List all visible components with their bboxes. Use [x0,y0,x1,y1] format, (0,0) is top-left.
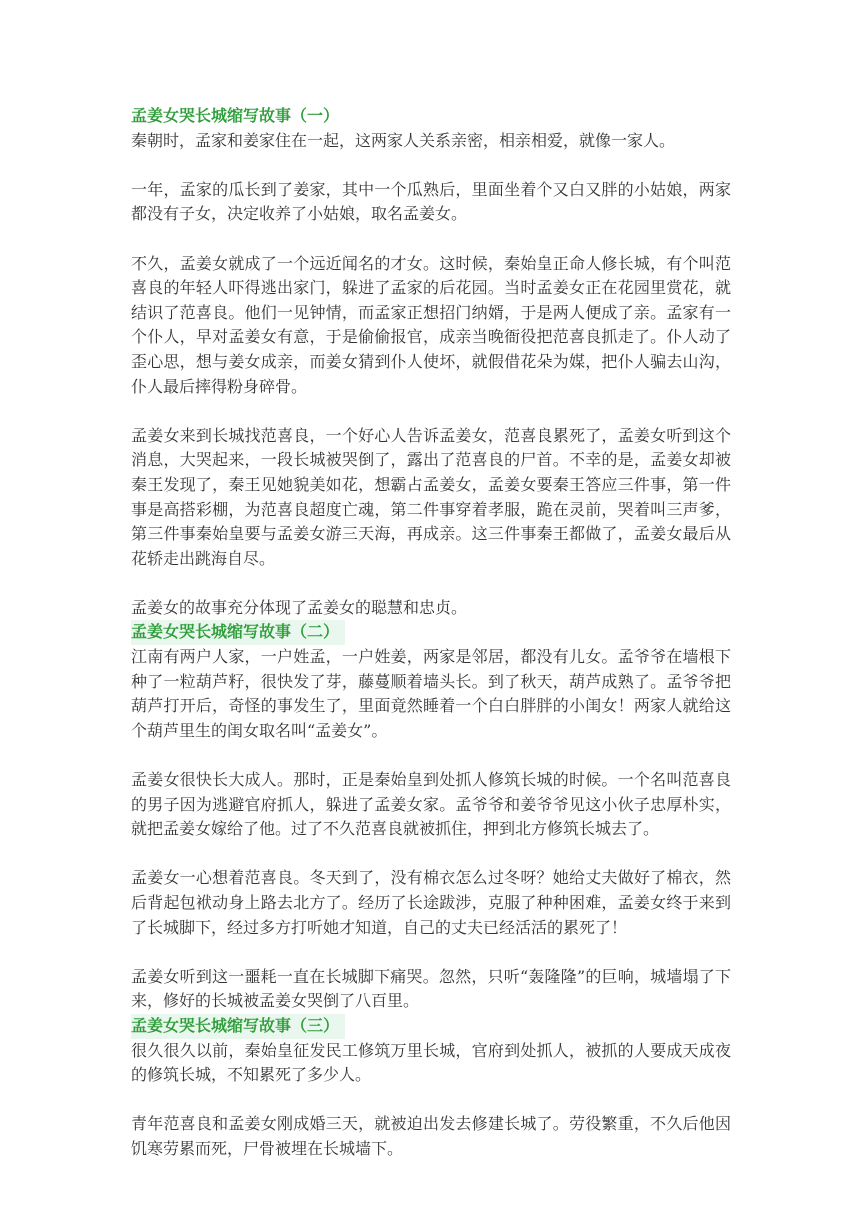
paragraph: 孟姜女很快长大成人。那时，正是秦始皇到处抓人修筑长城的时候。一个名叫范喜良的男子因为逃避官府抓人，躲进了孟姜女家。孟爷爷和姜爷爷见这小伙子忠厚朴实，就把孟姜女嫁给了他。过了不久范喜良就被抓住，押到北方修筑长城去了。 [131,770,731,839]
section-1 [131,104,731,620]
paragraph: 不久，孟姜女就成了一个远近闻名的才女。这时候，秦始皇正命人修长城，有个叫范喜良的年轻人吓得逃出家门，躲进了孟家的后花园。当时孟姜女正在花园里赏花，就结识了范喜良。他们一见钟情，而孟家正想招门纳婿，于是两人便成了亲。孟家有一个仆人，早对孟姜女有意，于是偷偷报官，成亲当晚衙役把范喜良抓走了。仆人动了歪心思，想与姜女成亲，而姜女猜到仆人使坏，就假借花朵为媒，把仆人骗去山沟，仆人最后摔得粉身碎骨。 [131,253,731,396]
paragraph: 秦朝时，孟家和姜家住在一起，这两家人关系亲密，相亲相爱，就像一家人。 [131,130,676,150]
section-2 [131,620,731,1014]
paragraph: 青年范喜良和孟姜女刚成婚三天，就被迫出发去修建长城了。劳役繁重，不久后他因饥寒劳累而死，尸骨被埋在长城墙下。 [131,1114,731,1158]
paragraph: 一年，孟家的瓜长到了姜家，其中一个瓜熟后，里面坐着个又白又胖的小姑娘，两家都没有子女，决定收养了小姑娘，取名孟姜女。 [131,179,731,224]
paragraph: 孟姜女来到长城找范喜良，一个好心人告诉孟姜女，范喜良累死了，孟姜女听到这个消息，大哭起来，一段长城被哭倒了，露出了范喜良的尸首。不幸的是，孟姜女却被秦王发现了，秦王见她貌美如花，想霸占孟姜女，孟姜女要秦王答应三件事，第一件事是高搭彩棚，为范喜良超度亡魂，第二件事穿着孝服，跪在灵前，哭着叫三声爹，第三件事秦始皇要与孟姜女游三天海，再成亲。这三件事秦王都做了，孟姜女最后从花轿走出跳海自尽。 [131,425,731,568]
paragraph: 孟姜女一心想着范喜良。冬天到了，没有棉衣怎么过冬呀？她给丈夫做好了棉衣，然后背起包袱动身上路去北方了。经历了长途跋涉，克服了种种困难，孟姜女终于来到了长城脚下，经过多方打听她才知道，自己的丈夫已经活活的累死了！ [131,868,731,937]
section-heading: 孟姜女哭长城缩写故事（二） [131,620,345,645]
paragraph: 很久很久以前，秦始皇征发民工修筑万里长城，官府到处抓人，被抓的人要成天成夜的修筑长城，不知累死了多少人。 [131,1040,731,1085]
paragraph: 孟姜女听到这一噩耗一直在长城脚下痛哭。忽然，只听“轰隆隆”的巨响，城墙塌了下来，修好的长城被孟姜女哭倒了八百里。 [131,966,731,1011]
section-heading: 孟姜女哭长城缩写故事（一） [131,106,340,125]
section-3 [131,1014,731,1162]
paragraph: 孟姜女的故事充分体现了孟姜女的聪慧和忠贞。 [131,597,468,617]
section-heading: 孟姜女哭长城缩写故事（三） [131,1014,345,1039]
document-page [131,104,731,1162]
paragraph: 江南有两户人家，一户姓孟，一户姓姜，两家是邻居，都没有儿女。孟爷爷在墙根下种了一粒葫芦籽，很快发了芽，藤蔓顺着墙头长。到了秋天，葫芦成熟了。孟爷爷把葫芦打开后，奇怪的事发生了，里面竟然睡着一个白白胖胖的小闺女！两家人就给这个葫芦里生的闺女取名叫“孟姜女”。 [131,647,731,740]
